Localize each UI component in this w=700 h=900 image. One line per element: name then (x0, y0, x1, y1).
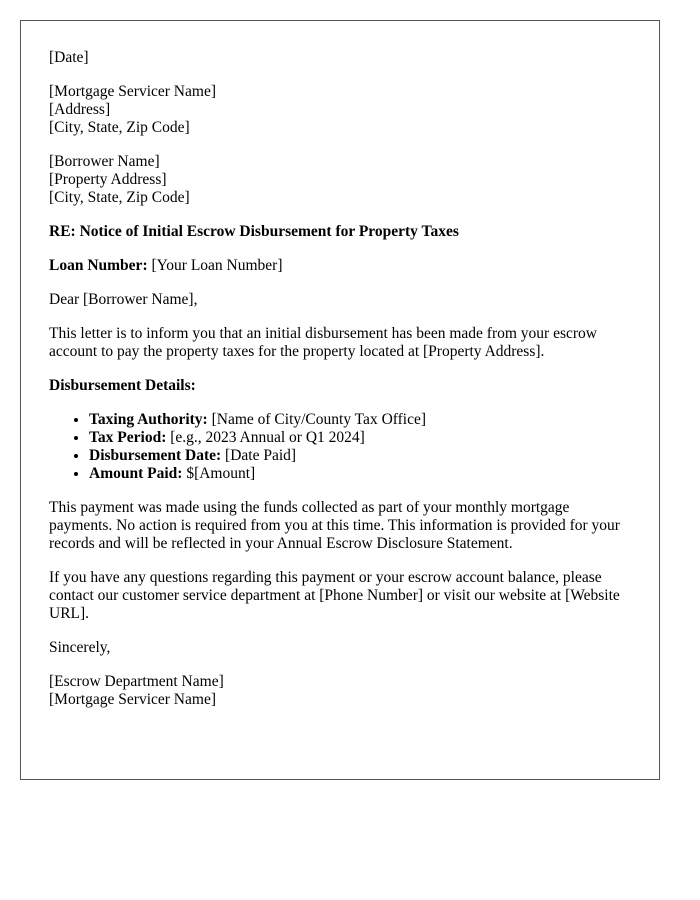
detail-value: [Date Paid] (225, 447, 297, 464)
disbursement-details-list (49, 411, 631, 483)
detail-label: Amount Paid: (89, 465, 183, 482)
details-heading (49, 377, 631, 395)
detail-item-amount-paid (89, 465, 631, 483)
signature-servicer: [Mortgage Servicer Name] (49, 691, 216, 708)
body-paragraph: This payment was made using the funds collected as part of your monthly mortgage payments. No action is required from you at this time. This information is provided for your records and will be reflected in your Annual Escrow Disclosure Statement. (49, 499, 620, 552)
detail-value: [e.g., 2023 Annual or Q1 2024] (170, 429, 365, 446)
borrower-address-block (49, 153, 631, 207)
loan-number-label: Loan Number: (49, 257, 148, 274)
signature-block (49, 673, 631, 709)
detail-label: Tax Period: (89, 429, 167, 446)
detail-label: Disbursement Date: (89, 447, 222, 464)
detail-item-taxing-authority (89, 411, 631, 429)
servicer-address: [Address] (49, 101, 111, 118)
detail-value: $[Amount] (186, 465, 256, 482)
detail-value: [Name of City/County Tax Office] (211, 411, 427, 428)
loan-number-value: [Your Loan Number] (151, 257, 283, 274)
servicer-name: [Mortgage Servicer Name] (49, 83, 216, 100)
details-heading-text: Disbursement Details: (49, 377, 196, 394)
subject-text: RE: Notice of Initial Escrow Disbursement for Property Taxes (49, 223, 459, 240)
closing: Sincerely, (49, 639, 111, 656)
loan-number-line (49, 257, 631, 275)
intro-paragraph: This letter is to inform you that an initial disbursement has been made from your escrow account to pay the property taxes for the property located at [Property Address]. (49, 325, 597, 360)
detail-item-tax-period (89, 429, 631, 447)
contact-paragraph: If you have any questions regarding this payment or your escrow account balance, please contact our customer service department at [Phone Number] or visit our website at [Website URL]. (49, 569, 620, 622)
signature-department: [Escrow Department Name] (49, 673, 224, 690)
subject-line (49, 223, 631, 241)
borrower-city-state-zip: [City, State, Zip Code] (49, 189, 190, 206)
detail-item-disbursement-date (89, 447, 631, 465)
servicer-address-block (49, 83, 631, 137)
borrower-name: [Borrower Name] (49, 153, 160, 170)
borrower-property-address: [Property Address] (49, 171, 167, 188)
salutation: Dear [Borrower Name], (49, 291, 198, 308)
detail-label: Taxing Authority: (89, 411, 208, 428)
letter-page (20, 20, 660, 780)
letter-date: [Date] (49, 49, 89, 66)
servicer-city-state-zip: [City, State, Zip Code] (49, 119, 190, 136)
